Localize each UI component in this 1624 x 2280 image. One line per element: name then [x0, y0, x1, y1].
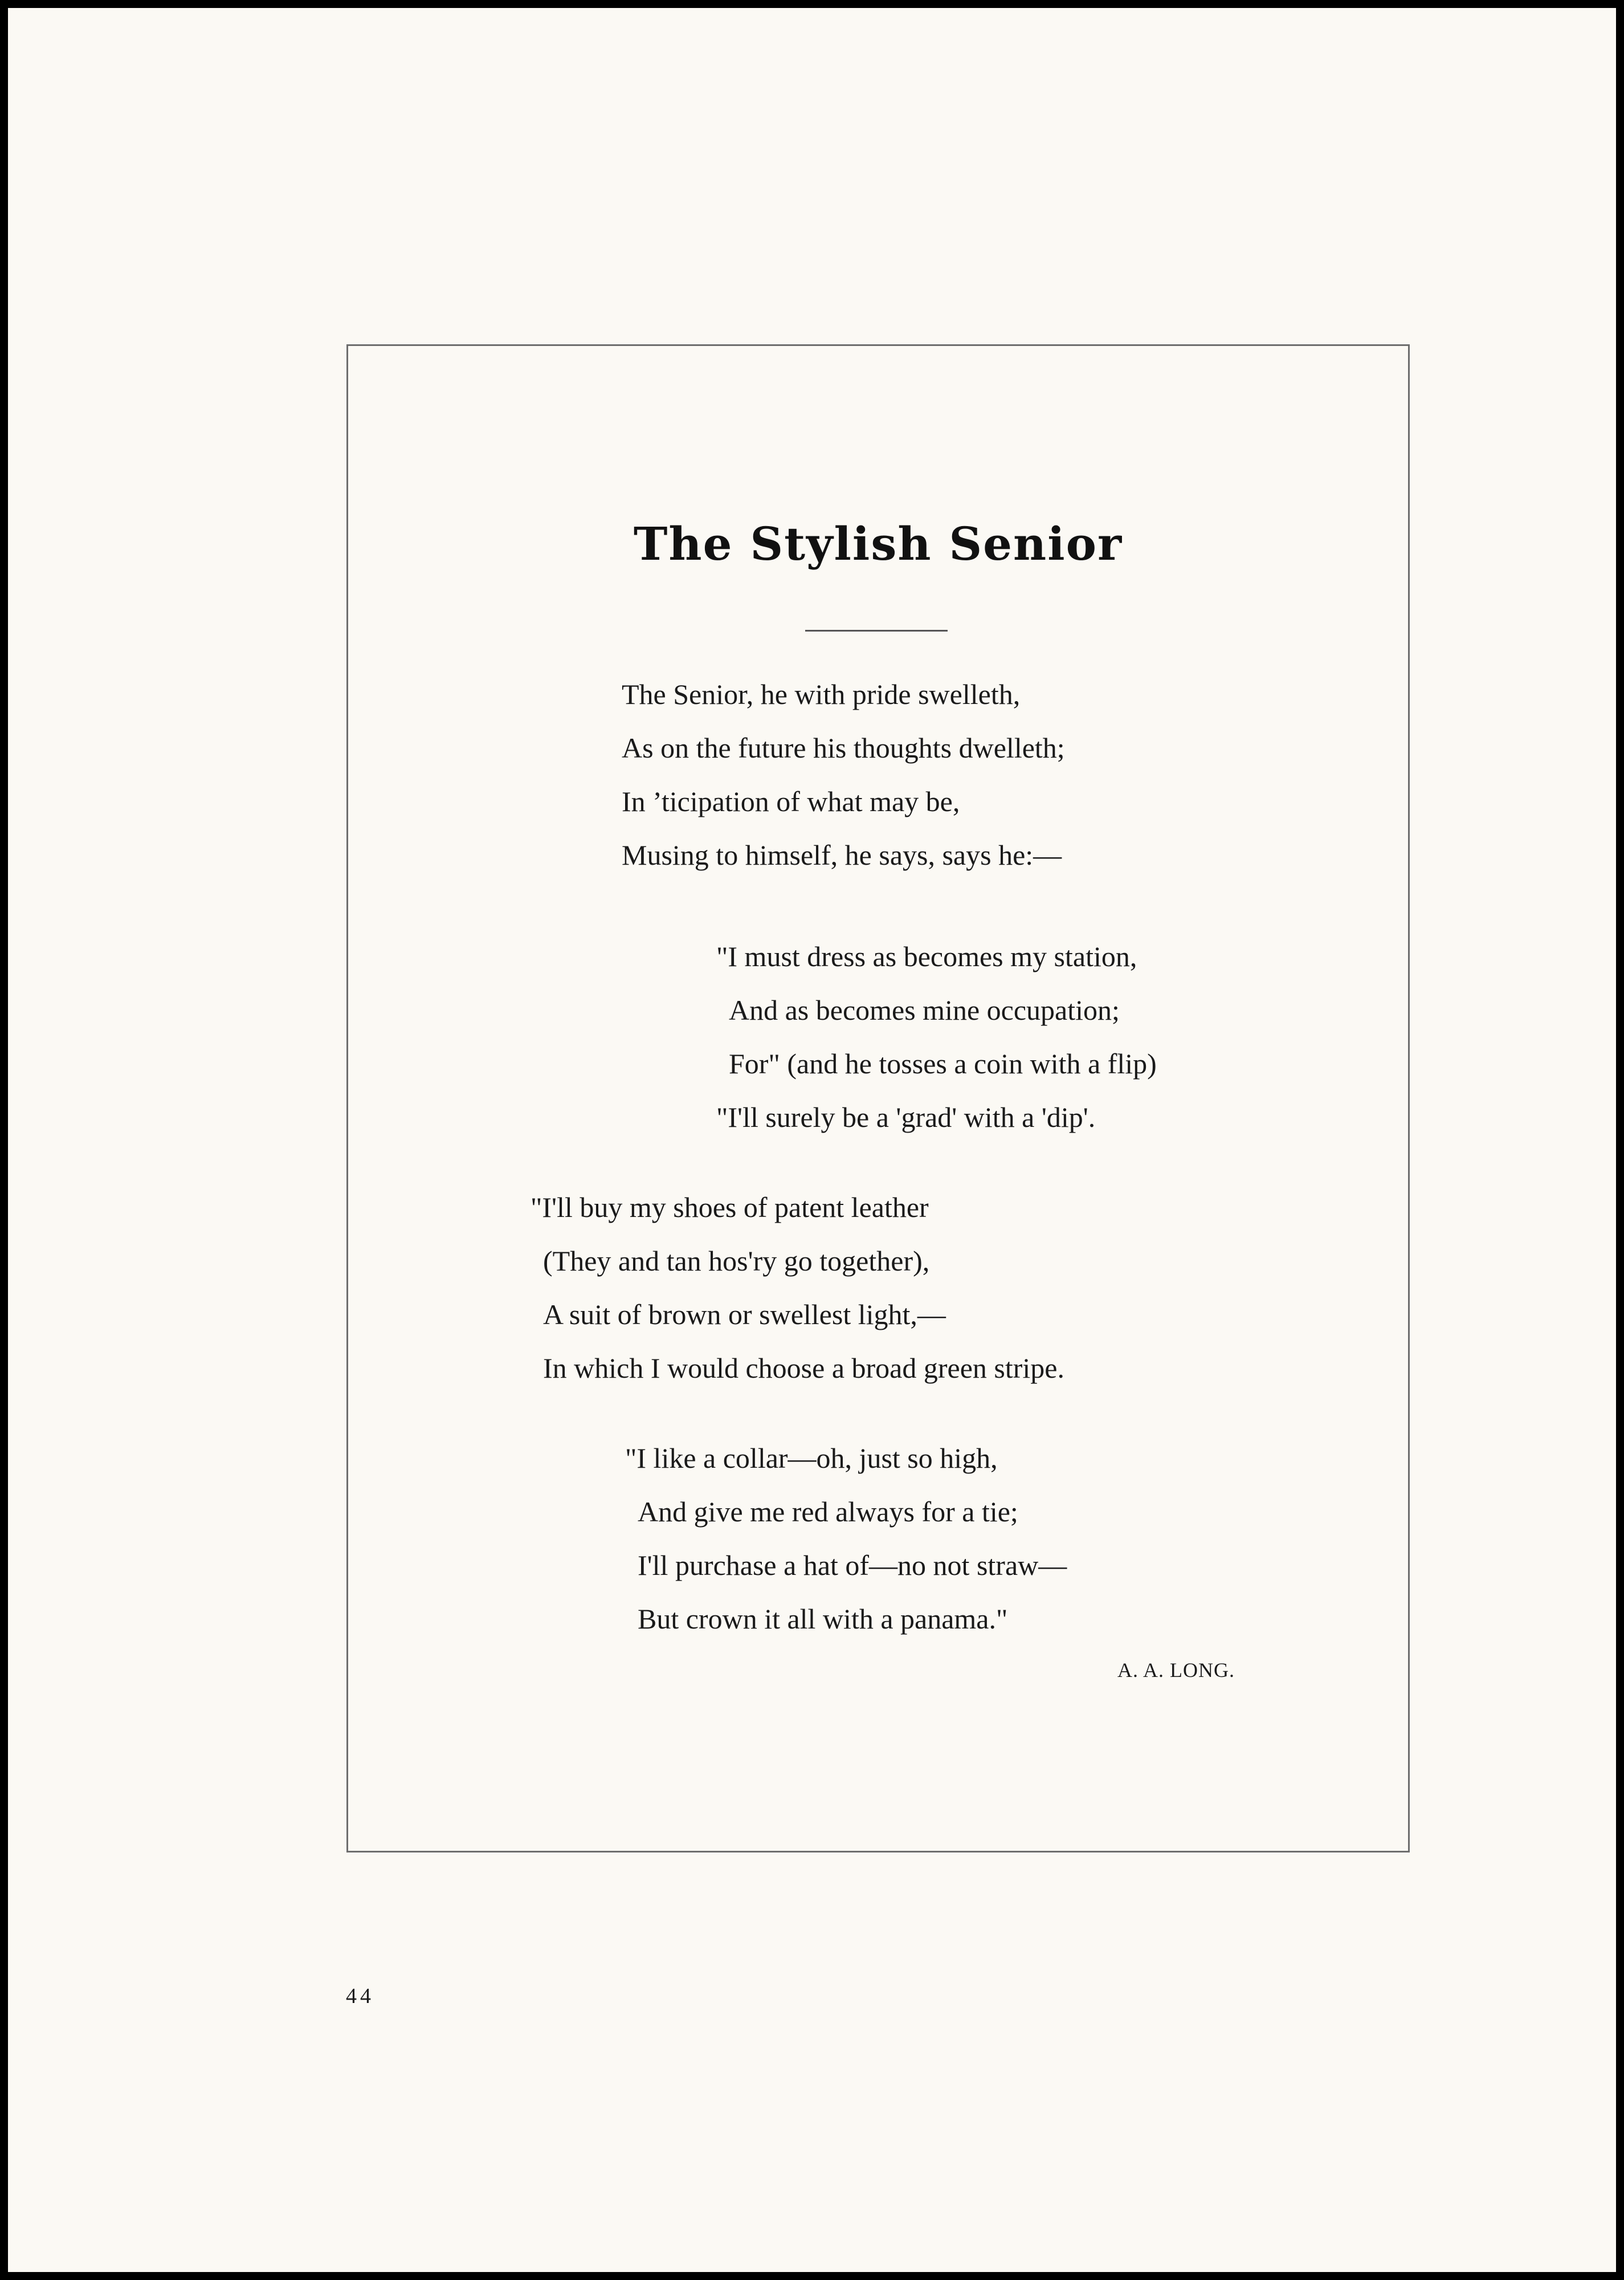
poem-line: "I like a collar—oh, just so high, [625, 1442, 998, 1474]
poem-line: "I'll surely be a 'grad' with a 'dip'. [716, 1101, 1096, 1133]
poem-line: The Senior, he with pride swelleth, [622, 678, 1021, 710]
poem-line: In ’ticipation of what may be, [622, 785, 960, 817]
stanza-1 [622, 667, 1065, 882]
poem-line: I'll purchase a hat of—no not straw— [638, 1549, 1067, 1581]
stanza-2 [716, 930, 1157, 1144]
poem-line: For" (and he tosses a coin with a flip) [729, 1048, 1157, 1080]
poem-line: As on the future his thoughts dwelleth; [622, 732, 1065, 764]
poem-author: A. A. LONG. [1117, 1659, 1235, 1681]
poem-line: Musing to himself, he says, says he:— [622, 839, 1062, 871]
poem-frame [346, 344, 1410, 1852]
stanza-3 [531, 1180, 1064, 1395]
title-divider [805, 630, 948, 632]
poem-line: (They and tan hos'ry go together), [543, 1245, 930, 1277]
poem-line: And give me red always for a tie; [638, 1496, 1018, 1528]
page [8, 8, 1616, 2272]
poem-line: A suit of brown or swellest light,— [543, 1298, 946, 1330]
poem-line: In which I would choose a broad green stripe. [543, 1352, 1064, 1384]
poem-line: But crown it all with a panama." [638, 1603, 1008, 1635]
stanza-4 [625, 1431, 1067, 1646]
poem-line: And as becomes mine occupation; [729, 994, 1120, 1026]
poem-title: The Stylish Senior [633, 517, 1123, 571]
page-number: 44 [346, 1984, 374, 2008]
poem-line: "I must dress as becomes my station, [716, 940, 1137, 972]
poem-line: "I'll buy my shoes of patent leather [531, 1191, 929, 1223]
